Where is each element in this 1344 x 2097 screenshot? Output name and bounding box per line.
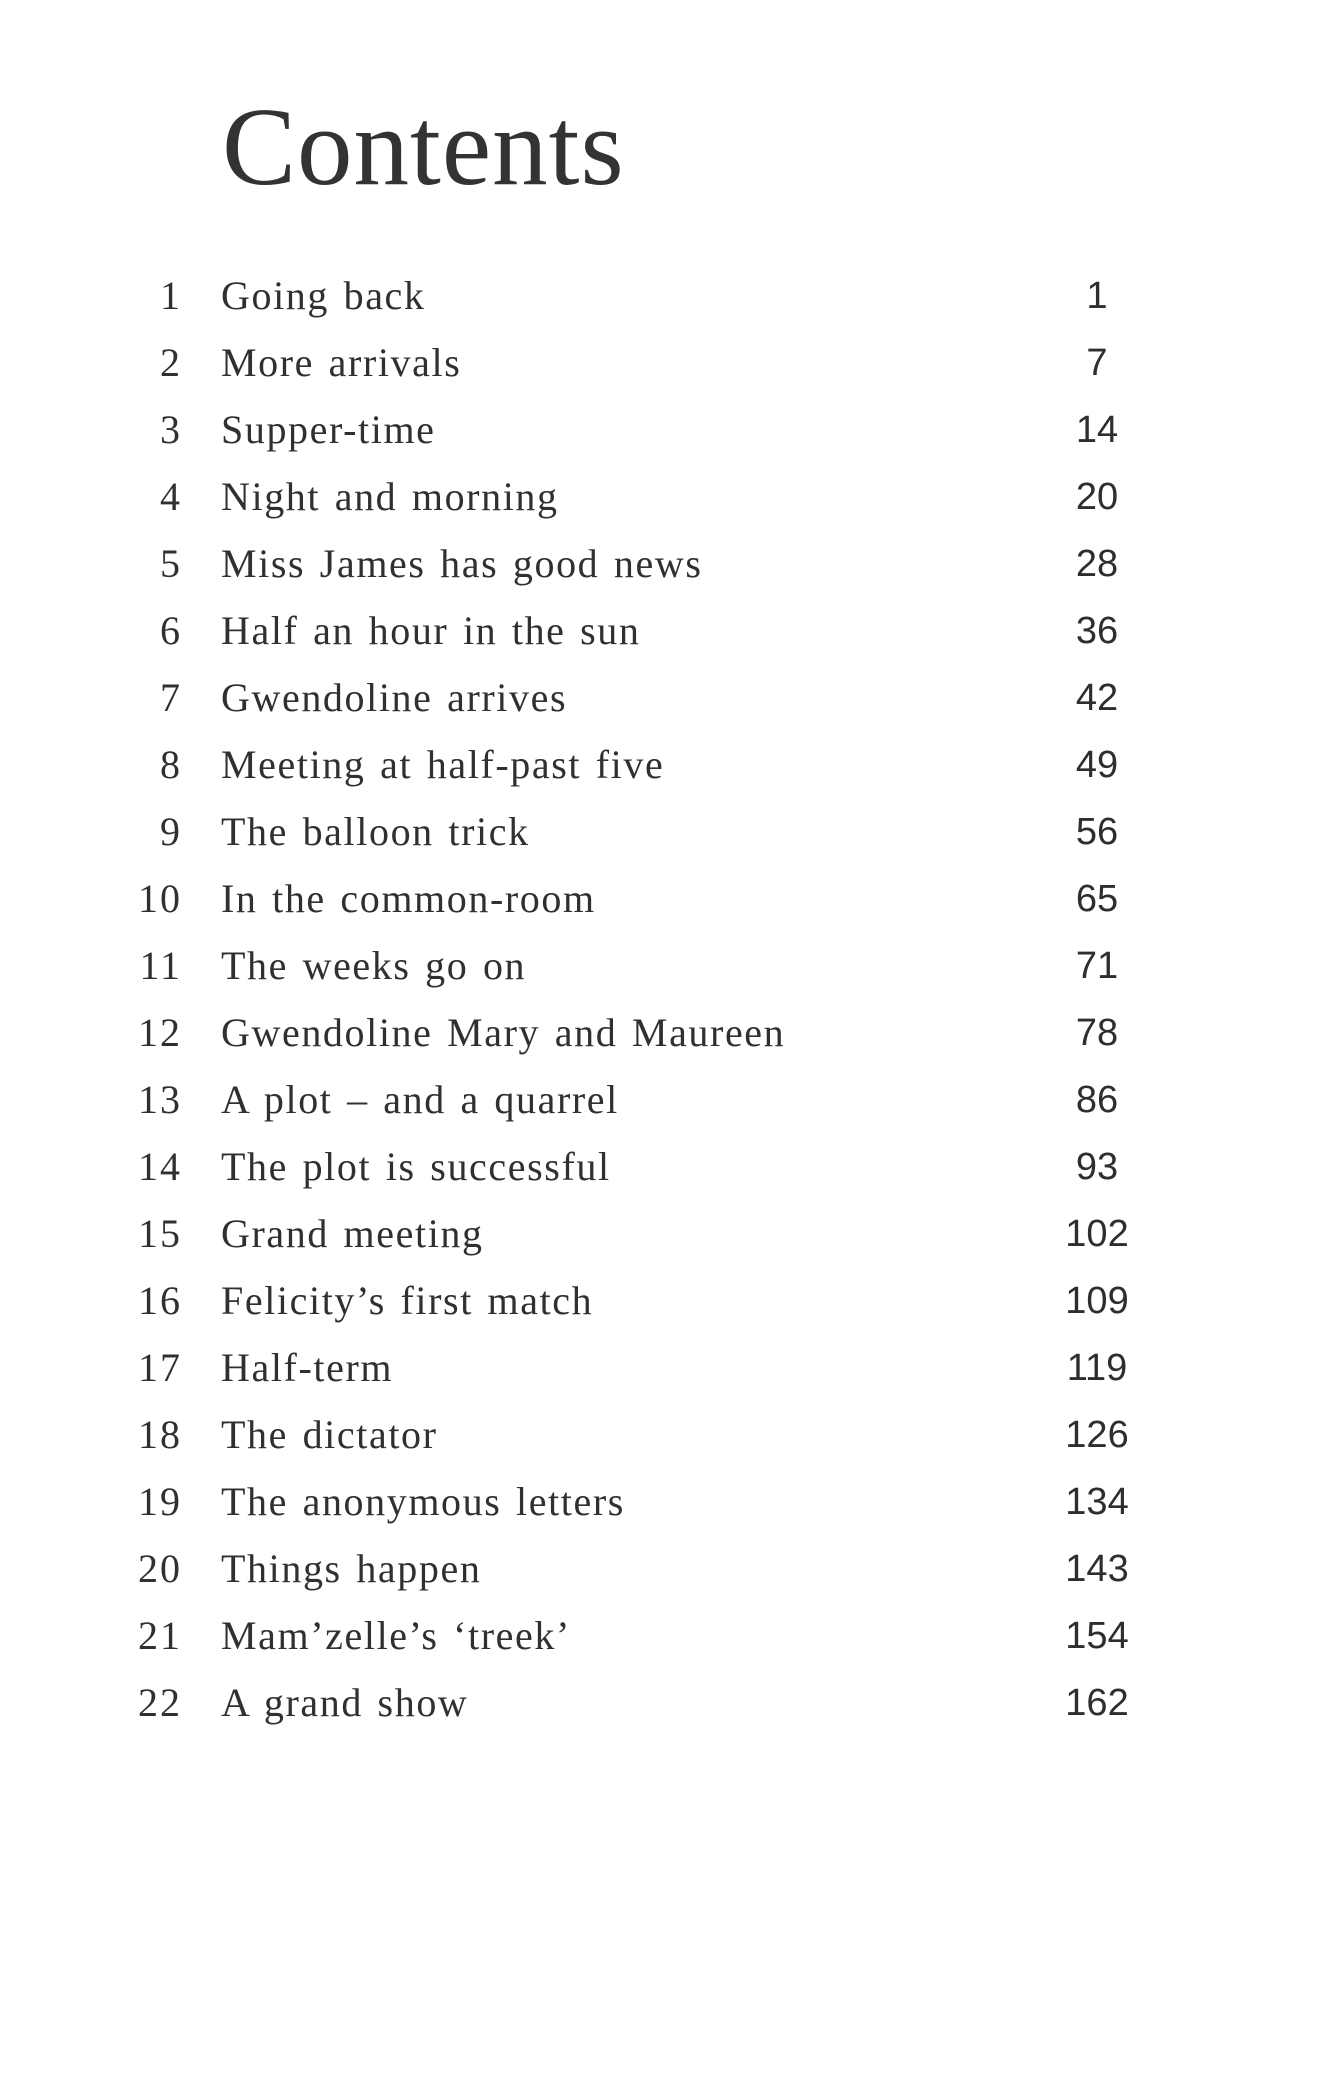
page-number: 102 [1065, 1213, 1129, 1255]
page-number: 134 [1065, 1481, 1129, 1523]
chapter-number: 1 [160, 273, 182, 318]
chapter-number: 16 [138, 1278, 182, 1323]
chapter-number: 11 [139, 943, 182, 988]
chapter-title: More arrivals [221, 340, 462, 385]
toc-entry-15[interactable] [0, 1210, 1344, 1277]
toc-entry-10[interactable] [0, 875, 1344, 942]
toc-entry-20[interactable] [0, 1545, 1344, 1612]
chapter-title: Half an hour in the sun [221, 608, 641, 653]
chapter-number: 18 [138, 1412, 182, 1457]
page-number: 42 [1075, 677, 1119, 719]
toc-entry-17[interactable] [0, 1344, 1344, 1411]
chapter-number: 20 [138, 1546, 182, 1591]
toc-entry-11[interactable] [0, 942, 1344, 1009]
toc-entry-8[interactable] [0, 741, 1344, 808]
toc-entry-16[interactable] [0, 1277, 1344, 1344]
chapter-number: 8 [160, 742, 182, 787]
toc-entry-12[interactable] [0, 1009, 1344, 1076]
page-number: 56 [1075, 811, 1119, 853]
chapter-title: Going back [221, 273, 426, 318]
chapter-number: 19 [138, 1479, 182, 1524]
toc-entry-3[interactable] [0, 406, 1344, 473]
chapter-title: A grand show [221, 1680, 469, 1725]
toc-entry-7[interactable] [0, 674, 1344, 741]
chapter-number: 3 [160, 407, 182, 452]
chapter-number: 22 [138, 1680, 182, 1725]
chapter-title: Supper-time [221, 407, 436, 452]
page-number: 20 [1075, 476, 1119, 518]
page-number: 93 [1075, 1146, 1119, 1188]
toc-entry-13[interactable] [0, 1076, 1344, 1143]
chapter-title: Felicity’s first match [221, 1278, 594, 1323]
page-number: 1 [1086, 275, 1108, 317]
page-number: 71 [1075, 945, 1119, 987]
page-number: 162 [1065, 1682, 1129, 1724]
page-number: 154 [1065, 1615, 1129, 1657]
toc-entry-9[interactable] [0, 808, 1344, 875]
chapter-number: 4 [160, 474, 182, 519]
chapter-number: 5 [160, 541, 182, 586]
page-number: 86 [1075, 1079, 1119, 1121]
page-number: 28 [1075, 543, 1119, 585]
page-number: 65 [1075, 878, 1119, 920]
toc-entry-6[interactable] [0, 607, 1344, 674]
toc-entry-19[interactable] [0, 1478, 1344, 1545]
table-of-contents [0, 272, 1344, 1746]
page-number: 109 [1065, 1280, 1129, 1322]
toc-entry-22[interactable] [0, 1679, 1344, 1746]
chapter-title: Half-term [221, 1345, 394, 1390]
chapter-number: 9 [160, 809, 182, 854]
toc-entry-5[interactable] [0, 540, 1344, 607]
toc-entry-4[interactable] [0, 473, 1344, 540]
page-title: Contents [222, 86, 625, 209]
chapter-number: 15 [138, 1211, 182, 1256]
chapter-title: A plot – and a quarrel [221, 1077, 619, 1122]
toc-entry-18[interactable] [0, 1411, 1344, 1478]
chapter-number: 13 [138, 1077, 182, 1122]
chapter-title: Mam’zelle’s ‘treek’ [221, 1613, 571, 1658]
chapter-title: Meeting at half-past five [221, 742, 665, 787]
toc-entry-14[interactable] [0, 1143, 1344, 1210]
toc-entry-1[interactable] [0, 272, 1344, 339]
chapter-title: The anonymous letters [221, 1479, 625, 1524]
chapter-number: 2 [160, 340, 182, 385]
chapter-number: 7 [160, 675, 182, 720]
page-number: 126 [1065, 1414, 1129, 1456]
chapter-title: In the common-room [221, 876, 596, 921]
page-number: 78 [1075, 1012, 1119, 1054]
chapter-number: 10 [138, 876, 182, 921]
chapter-title: The weeks go on [221, 943, 527, 988]
page-number: 36 [1075, 610, 1119, 652]
chapter-title: The dictator [221, 1412, 438, 1457]
chapter-title: Night and morning [221, 474, 559, 519]
chapter-title: Grand meeting [221, 1211, 484, 1256]
chapter-number: 14 [138, 1144, 182, 1189]
chapter-number: 21 [138, 1613, 182, 1658]
page-number: 119 [1066, 1347, 1128, 1389]
chapter-title: Things happen [221, 1546, 482, 1591]
chapter-title: Gwendoline Mary and Maureen [221, 1010, 786, 1055]
chapter-title: Miss James has good news [221, 541, 703, 586]
chapter-number: 12 [138, 1010, 182, 1055]
chapter-title: The balloon trick [221, 809, 530, 854]
toc-entry-2[interactable] [0, 339, 1344, 406]
page-number: 49 [1075, 744, 1119, 786]
page-number: 14 [1075, 409, 1119, 451]
chapter-number: 6 [160, 608, 182, 653]
toc-entry-21[interactable] [0, 1612, 1344, 1679]
chapter-number: 17 [138, 1345, 182, 1390]
chapter-title: The plot is successful [221, 1144, 611, 1189]
page-number: 143 [1065, 1548, 1129, 1590]
chapter-title: Gwendoline arrives [221, 675, 568, 720]
page-number: 7 [1086, 342, 1108, 384]
